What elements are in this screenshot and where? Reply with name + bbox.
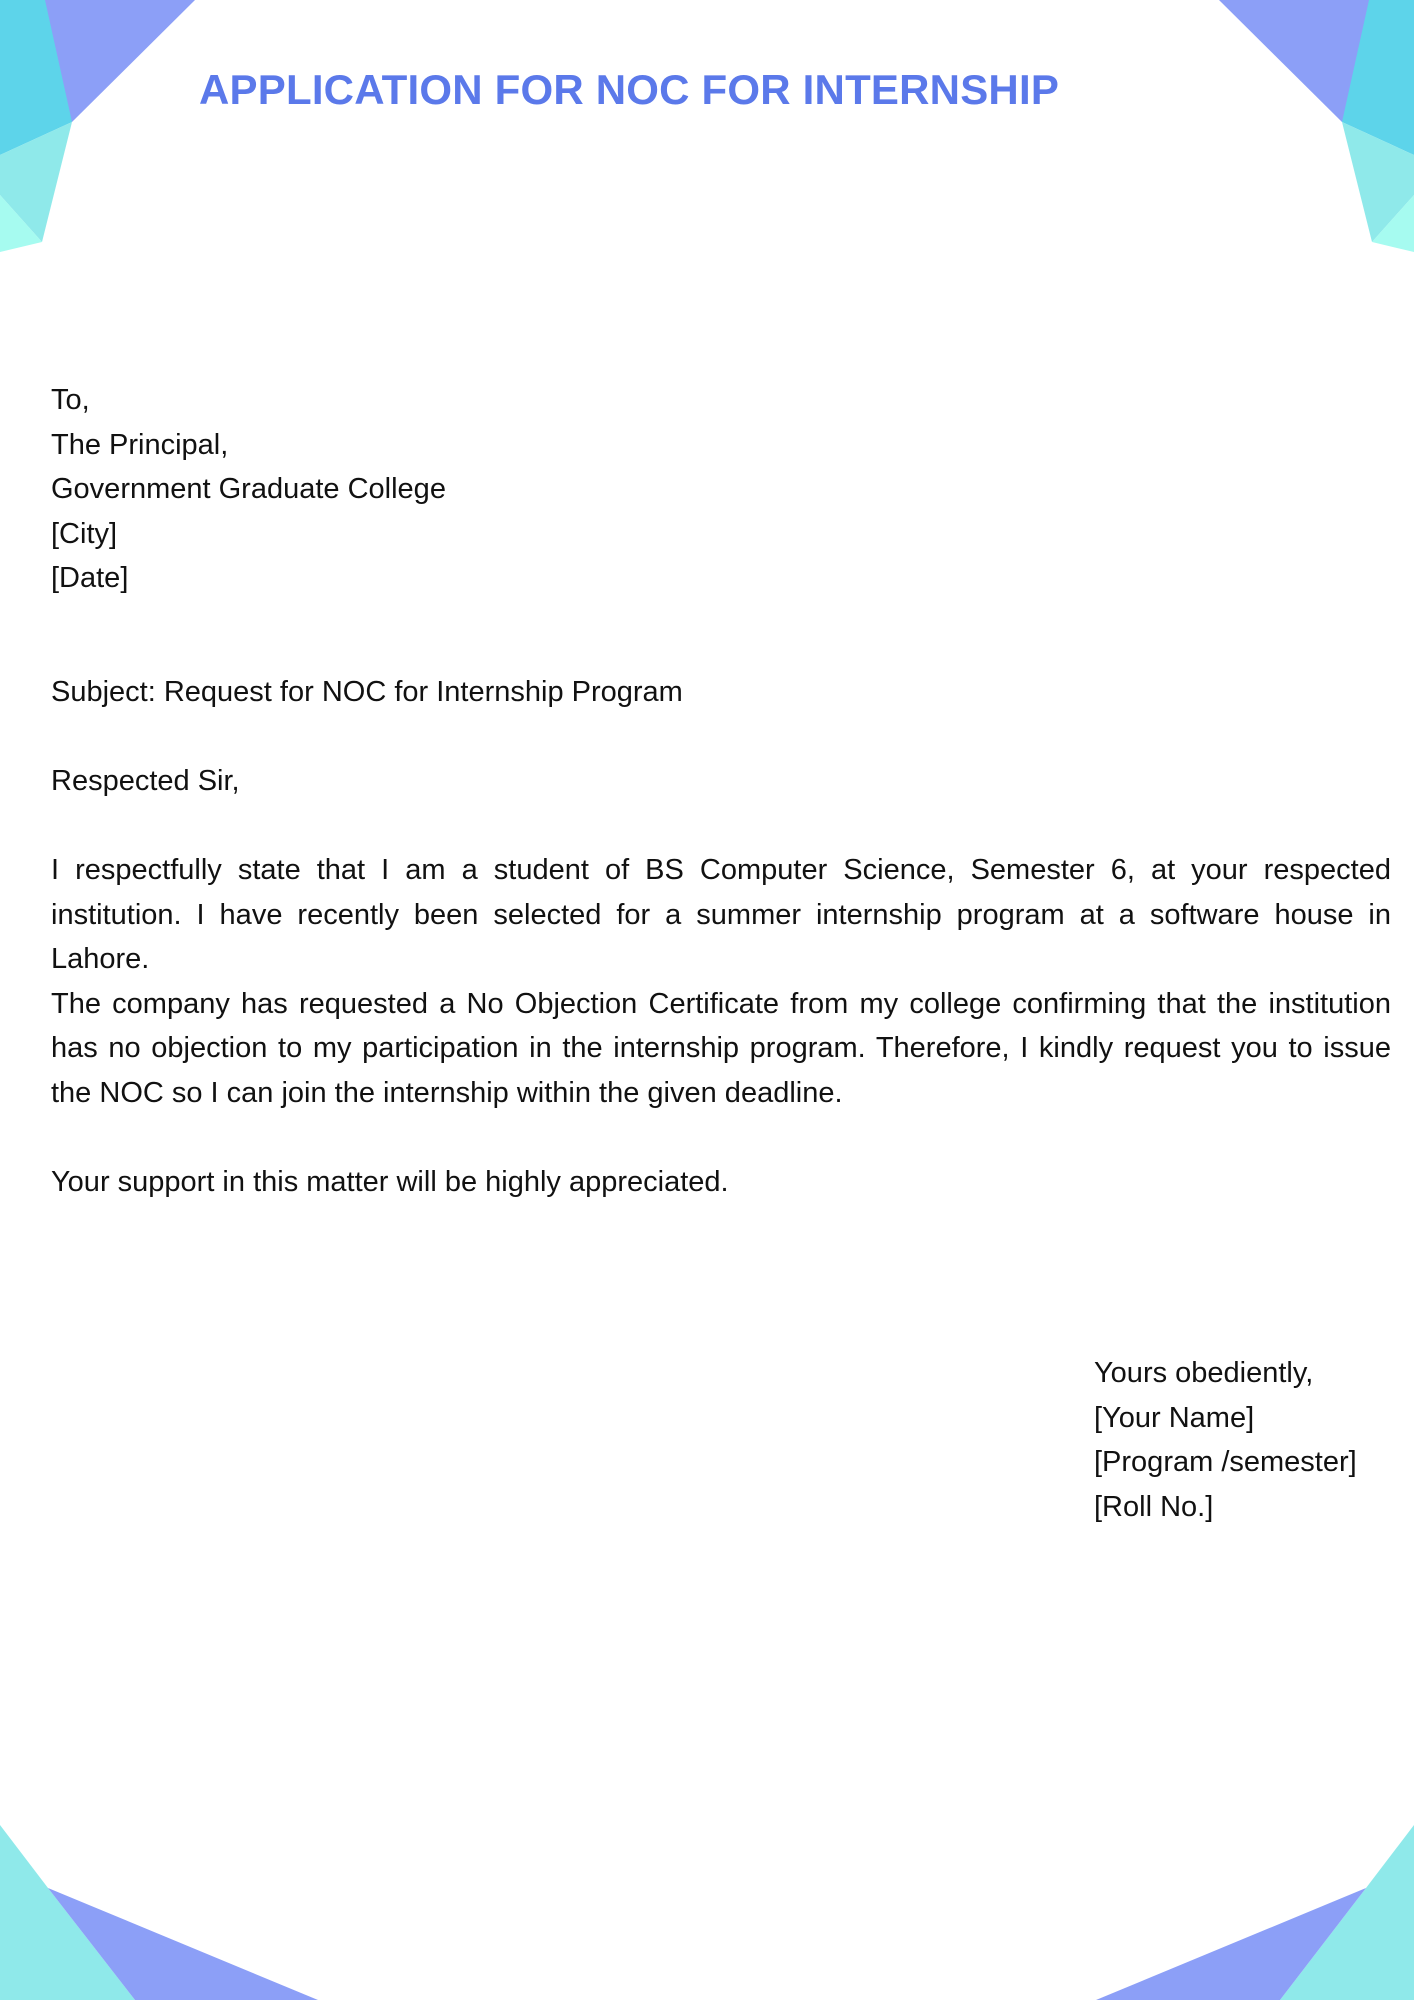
salutation: Respected Sir, (51, 765, 240, 797)
signature-block (1094, 1351, 1357, 1529)
page-title: APPLICATION FOR NOC FOR INTERNSHIP (199, 66, 1060, 113)
body-paragraph-2: The company has requested a No Objection Certificate from my college confirming that the institution has no objection to my participation in the internship program. Therefore, I kindly request you to issue the NOC so I can join the internship within the given deadline. (51, 987, 1391, 1109)
recipient-city: [City] (51, 517, 118, 550)
bottom-left-corner-shape (0, 1825, 318, 2000)
recipient-to: To, (51, 384, 90, 416)
signature-name: [Your Name] (1094, 1401, 1255, 1434)
top-right-corner-shape (1219, 0, 1414, 252)
top-left-corner-shape (0, 0, 195, 252)
signature-roll-no: [Roll No.] (1094, 1490, 1214, 1523)
bottom-right-corner-shape (1096, 1825, 1414, 2000)
signature-program: [Program /semester] (1094, 1446, 1357, 1479)
closing-line: Your support in this matter will be highly appreciated. (51, 1166, 729, 1198)
recipient-block (51, 378, 446, 601)
recipient-name: The Principal, (51, 428, 229, 461)
body-paragraph-1: I respectfully state that I am a student of BS Computer Science, Semester 6, at your respected institution. I have recently been selected for a summer internship program at a software house in Lahore. (51, 854, 1391, 976)
letter-date: [Date] (51, 562, 129, 594)
subject-line: Subject: Request for NOC for Internship Program (51, 676, 683, 708)
sign-off: Yours obediently, (1094, 1357, 1314, 1389)
recipient-institution: Government Graduate College (51, 473, 446, 505)
letter-body (51, 848, 1391, 1116)
